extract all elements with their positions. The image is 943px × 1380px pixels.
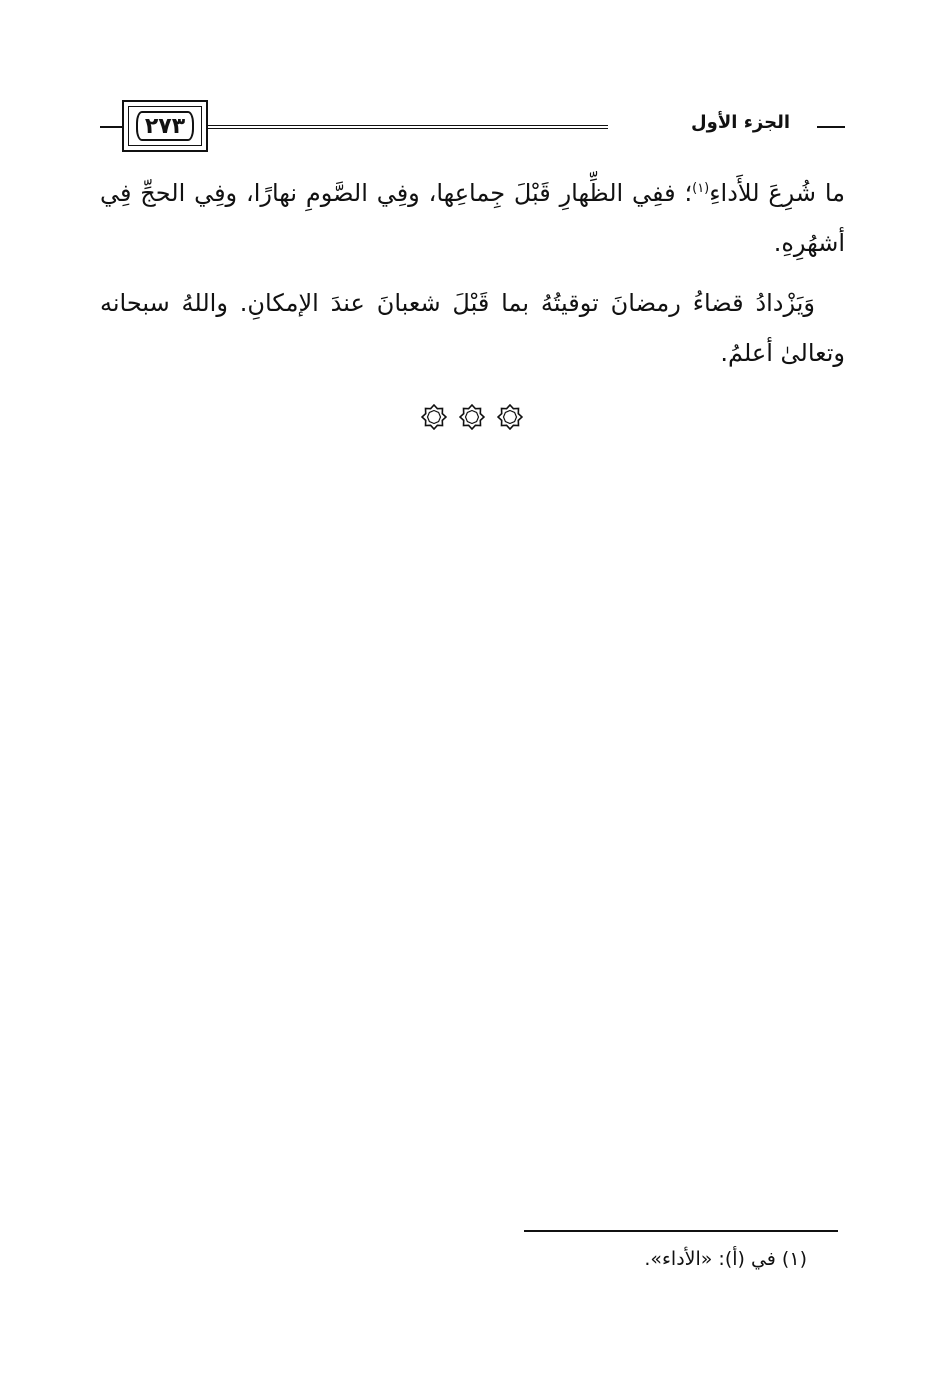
paragraph	[100, 168, 845, 268]
eight-pointed-star-icon	[497, 404, 523, 430]
header-rule-right	[817, 126, 845, 128]
eight-pointed-star-icon	[459, 404, 485, 430]
footnote-separator	[524, 1230, 838, 1232]
page-number-frame	[122, 100, 208, 152]
footnote-reference[interactable]: (١)	[692, 181, 710, 196]
main-text	[100, 168, 845, 388]
eight-pointed-star-icon	[421, 404, 447, 430]
paragraph-text: ما شُرِعَ للأَداءِ	[709, 179, 845, 207]
paragraph-text: ؛ ففِي الظِّهارِ قَبْلَ جِماعِها، وفِي الصَّومِ نهارًا، وفِي الحجِّ فِي أشهُرِهِ.	[100, 179, 845, 257]
section-end-ornaments	[0, 404, 943, 430]
paragraph: وَيَزْدادُ قضاءُ رمضانَ توقيتُهُ بما قَبْلَ شعبانَ عندَ الإمكانِ. واللهُ سبحانه وتعالىٰ أعلمُ.	[100, 289, 845, 367]
running-title: الجزء الأول	[691, 112, 790, 133]
page-header	[100, 100, 845, 158]
footnote: (١) في (أ): «الأداء».	[644, 1248, 807, 1270]
header-rule-middle	[208, 125, 608, 129]
page-number: ٢٧٣	[144, 113, 186, 139]
header-rule-left	[100, 126, 122, 128]
